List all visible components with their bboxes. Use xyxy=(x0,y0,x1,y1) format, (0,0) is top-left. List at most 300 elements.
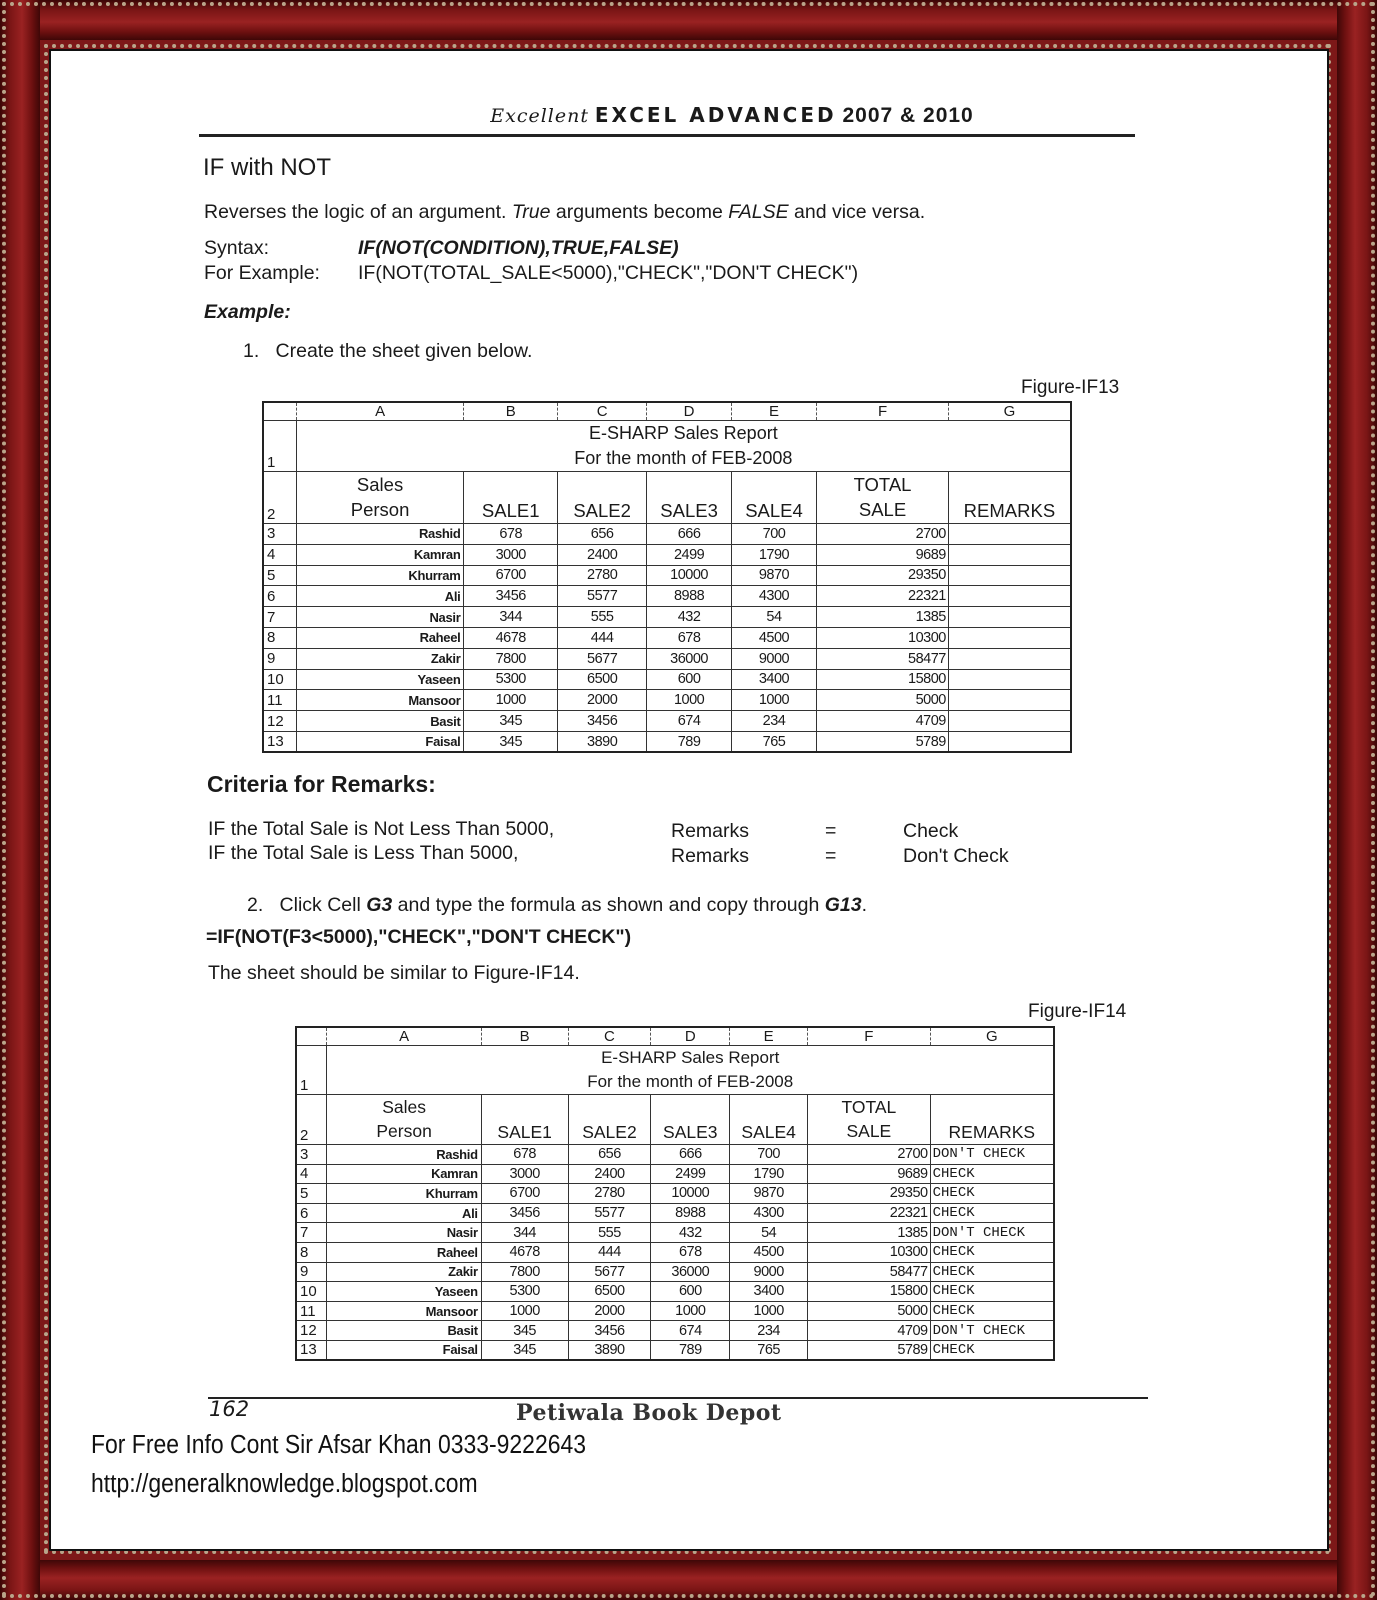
cell-total-sale[interactable]: 5789 xyxy=(808,1340,931,1360)
cell-sales-person[interactable]: Rashid xyxy=(327,1145,481,1165)
header-sale3[interactable]: SALE3 xyxy=(651,1095,730,1145)
table-row xyxy=(296,1301,1054,1321)
cell-sale3[interactable]: 789 xyxy=(651,1340,730,1360)
cell-sale1[interactable]: 344 xyxy=(481,1223,568,1243)
cell-total-sale[interactable]: 9689 xyxy=(817,544,949,565)
cell-sale3[interactable]: 674 xyxy=(651,1321,730,1341)
cell-sale4[interactable]: 1790 xyxy=(730,1164,808,1184)
cell-remarks[interactable] xyxy=(948,524,1071,545)
cell-total-sale[interactable]: 4709 xyxy=(808,1321,931,1341)
column-header-b[interactable]: B xyxy=(481,1027,568,1046)
cell-sale1[interactable]: 7800 xyxy=(481,1262,568,1282)
cell-remarks[interactable] xyxy=(948,690,1071,711)
cell-sales-person[interactable]: Yaseen xyxy=(296,669,464,690)
cell-remarks[interactable] xyxy=(948,731,1071,752)
header-sale2[interactable]: SALE2 xyxy=(557,472,646,524)
cell-sales-person[interactable]: Basit xyxy=(327,1321,481,1341)
promo-url-link[interactable]: http://generalknowledge.blogspot.com xyxy=(91,1470,478,1498)
table-row xyxy=(263,627,1071,648)
cell-sale2[interactable]: 3890 xyxy=(557,731,646,752)
cell-sales-person[interactable]: Zakir xyxy=(296,648,464,669)
header-line: Sales xyxy=(356,474,404,495)
cell-ref: G3 xyxy=(366,894,393,916)
row-number[interactable]: 8 xyxy=(263,627,296,648)
cell-sales-person[interactable]: Basit xyxy=(296,711,464,732)
cell-remarks[interactable]: CHECK xyxy=(930,1262,1054,1282)
cell-sales-person[interactable]: Kamran xyxy=(296,544,464,565)
example-row xyxy=(204,262,858,285)
syntax-value: IF(NOT(CONDITION),TRUE,FALSE) xyxy=(358,237,679,259)
cell-sale2[interactable]: 2400 xyxy=(557,544,646,565)
cell-sale4[interactable]: 9870 xyxy=(730,1184,808,1204)
header-sales-person[interactable] xyxy=(296,472,464,524)
cell-total-sale[interactable]: 58477 xyxy=(808,1262,931,1282)
sheet-row-1 xyxy=(263,421,1071,472)
cell-sale3[interactable]: 666 xyxy=(647,524,731,545)
book-header xyxy=(327,103,1137,128)
column-header-e[interactable]: E xyxy=(731,402,816,421)
report-title-cell[interactable] xyxy=(296,421,1071,472)
formula-text: =IF(NOT(F3<5000),"CHECK","DON'T CHECK") xyxy=(206,926,632,948)
header-line: Person xyxy=(350,499,410,520)
example-value: IF(NOT(TOTAL_SALE<5000),"CHECK","DON'T CHECK") xyxy=(358,262,859,284)
criteria-condition: IF the Total Sale is Less Than 5000, xyxy=(208,842,519,864)
cell-sale4[interactable]: 700 xyxy=(731,524,816,545)
cell-sales-person[interactable]: Kamran xyxy=(327,1164,481,1184)
cell-remarks[interactable] xyxy=(948,565,1071,586)
cell-sale3[interactable]: 2499 xyxy=(651,1164,730,1184)
cell-sale4[interactable]: 234 xyxy=(730,1321,808,1341)
step-text: . xyxy=(861,894,868,916)
cell-sale1[interactable]: 5300 xyxy=(481,1282,568,1302)
row-number[interactable]: 1 xyxy=(263,421,296,472)
table-row xyxy=(263,711,1071,732)
table-row xyxy=(296,1340,1054,1360)
cell-sale4[interactable]: 3400 xyxy=(730,1282,808,1302)
cell-sale1[interactable]: 345 xyxy=(481,1340,568,1360)
table-row xyxy=(296,1203,1054,1223)
figure-label-if13: Figure-IF13 xyxy=(1021,377,1120,398)
cell-sales-person[interactable]: Yaseen xyxy=(327,1282,481,1302)
cell-remarks[interactable]: CHECK xyxy=(930,1340,1054,1360)
cell-ref: G13 xyxy=(824,894,862,916)
header-rule xyxy=(199,134,1135,137)
cell-sale3[interactable]: 432 xyxy=(647,607,731,628)
cell-sale4[interactable]: 9870 xyxy=(731,565,816,586)
column-header-f[interactable]: F xyxy=(817,402,949,421)
row-number[interactable]: 2 xyxy=(263,472,296,524)
cell-sale3[interactable]: 600 xyxy=(647,669,731,690)
cell-sale3[interactable]: 36000 xyxy=(647,648,731,669)
cell-remarks[interactable]: DON'T CHECK xyxy=(930,1223,1054,1243)
cell-total-sale[interactable]: 5000 xyxy=(817,690,949,711)
row-number[interactable]: 2 xyxy=(296,1095,327,1145)
column-header-d[interactable]: D xyxy=(647,402,731,421)
column-header-g[interactable]: G xyxy=(930,1027,1054,1046)
cell-sale3[interactable]: 8988 xyxy=(647,586,731,607)
cell-sale2[interactable]: 555 xyxy=(557,607,646,628)
cell-sales-person[interactable]: Nasir xyxy=(327,1223,481,1243)
row-number[interactable]: 11 xyxy=(263,690,296,711)
table-row xyxy=(263,669,1071,690)
cell-sale3[interactable]: 432 xyxy=(651,1223,730,1243)
column-header-f[interactable]: F xyxy=(808,1027,931,1046)
table-row xyxy=(263,648,1071,669)
step-text: Create the sheet given below. xyxy=(275,340,533,362)
column-header-a[interactable]: A xyxy=(327,1027,481,1046)
cell-sale4[interactable]: 234 xyxy=(731,711,816,732)
cell-sale3[interactable]: 789 xyxy=(647,731,731,752)
row-number[interactable]: 1 xyxy=(296,1046,327,1095)
intro-part: Reverses the logic of an argument. xyxy=(204,201,512,223)
cell-total-sale[interactable]: 4709 xyxy=(817,711,949,732)
table-row xyxy=(263,586,1071,607)
criteria-title: Criteria for Remarks: xyxy=(207,771,436,797)
cell-sale4[interactable]: 4500 xyxy=(731,627,816,648)
cell-remarks[interactable] xyxy=(948,669,1071,690)
cell-remarks[interactable] xyxy=(948,544,1071,565)
cell-total-sale[interactable]: 2700 xyxy=(817,524,949,545)
cell-sales-person[interactable]: Raheel xyxy=(296,627,464,648)
row-number[interactable]: 7 xyxy=(296,1223,327,1243)
cell-sale2[interactable]: 555 xyxy=(568,1223,651,1243)
cell-sales-person[interactable]: Khurram xyxy=(327,1184,481,1204)
cell-sale3[interactable]: 678 xyxy=(647,627,731,648)
intro-italic: FALSE xyxy=(728,201,789,223)
cell-total-sale[interactable]: 1385 xyxy=(808,1223,931,1243)
cell-sale3[interactable]: 10000 xyxy=(651,1184,730,1204)
header-remarks[interactable]: REMARKS xyxy=(930,1095,1054,1145)
cell-sale2[interactable]: 6500 xyxy=(557,669,646,690)
cell-sale3[interactable]: 1000 xyxy=(651,1301,730,1321)
header-line: Sales xyxy=(382,1097,426,1117)
table-row xyxy=(296,1164,1054,1184)
cell-remarks[interactable]: CHECK xyxy=(930,1242,1054,1262)
criteria-field: Remarks xyxy=(671,845,750,867)
table-row xyxy=(296,1282,1054,1302)
cell-sale1[interactable]: 345 xyxy=(481,1321,568,1341)
column-header-c[interactable]: C xyxy=(568,1027,651,1046)
row-number[interactable]: 4 xyxy=(263,544,296,565)
cell-sale3[interactable]: 2499 xyxy=(647,544,731,565)
row-number[interactable]: 10 xyxy=(263,669,296,690)
cell-sale3[interactable]: 666 xyxy=(651,1145,730,1165)
cell-sale1[interactable]: 6700 xyxy=(481,1184,568,1204)
page-number: 162 xyxy=(209,1397,250,1421)
table-row xyxy=(263,524,1071,545)
report-title: E-SHARP Sales Report xyxy=(601,1048,780,1067)
cell-total-sale[interactable]: 15800 xyxy=(808,1282,931,1302)
cell-sale2[interactable]: 2780 xyxy=(557,565,646,586)
header-sales-person[interactable] xyxy=(327,1095,481,1145)
cell-sale1[interactable]: 3456 xyxy=(481,1203,568,1223)
spreadsheet-figure-if13 xyxy=(262,401,1072,753)
cell-sale3[interactable]: 10000 xyxy=(647,565,731,586)
row-number[interactable]: 7 xyxy=(263,607,296,628)
cell-sales-person[interactable]: Mansoor xyxy=(327,1301,481,1321)
cell-total-sale[interactable]: 10300 xyxy=(808,1242,931,1262)
cell-sale4[interactable]: 1000 xyxy=(730,1301,808,1321)
column-header-g[interactable]: G xyxy=(948,402,1071,421)
cell-sale1[interactable]: 1000 xyxy=(481,1301,568,1321)
header-sale4[interactable]: SALE4 xyxy=(730,1095,808,1145)
column-header-d[interactable]: D xyxy=(651,1027,730,1046)
cell-sales-person[interactable]: Ali xyxy=(296,586,464,607)
cell-sales-person[interactable]: Zakir xyxy=(327,1262,481,1282)
header-sale1[interactable]: SALE1 xyxy=(464,472,557,524)
cell-remarks[interactable]: CHECK xyxy=(930,1184,1054,1204)
cell-sale1[interactable]: 1000 xyxy=(464,690,557,711)
row-number[interactable]: 3 xyxy=(296,1145,327,1165)
criteria-operator: = xyxy=(825,845,837,867)
row-number[interactable]: 6 xyxy=(263,586,296,607)
cell-sale4[interactable]: 4300 xyxy=(730,1203,808,1223)
select-all-corner[interactable] xyxy=(263,402,296,421)
cell-remarks[interactable] xyxy=(948,711,1071,732)
row-number[interactable]: 11 xyxy=(296,1301,327,1321)
column-header-row xyxy=(296,1027,1054,1046)
cell-sale2[interactable]: 6500 xyxy=(568,1282,651,1302)
cell-sale2[interactable]: 444 xyxy=(568,1242,651,1262)
cell-total-sale[interactable]: 5000 xyxy=(808,1301,931,1321)
cell-sale4[interactable]: 3400 xyxy=(731,669,816,690)
similar-text: The sheet should be similar to Figure-IF14. xyxy=(208,962,580,984)
spreadsheet-figure-if14 xyxy=(295,1026,1055,1361)
criteria-value: Check xyxy=(903,820,959,842)
cell-sale2[interactable]: 444 xyxy=(557,627,646,648)
header-script-word: Excellent xyxy=(490,105,589,127)
cell-sale3[interactable]: 36000 xyxy=(651,1262,730,1282)
cell-total-sale[interactable]: 22321 xyxy=(817,586,949,607)
table-row xyxy=(296,1321,1054,1341)
cell-sales-person[interactable]: Khurram xyxy=(296,565,464,586)
cell-sale1[interactable]: 3000 xyxy=(481,1164,568,1184)
example-heading: Example: xyxy=(204,301,291,323)
header-line: Person xyxy=(376,1121,432,1141)
header-sale2[interactable]: SALE2 xyxy=(568,1095,651,1145)
step-text: and type the formula as shown and copy through xyxy=(392,894,825,916)
cell-sales-person[interactable]: Faisal xyxy=(327,1340,481,1360)
cell-sale3[interactable]: 678 xyxy=(651,1242,730,1262)
row-number[interactable]: 13 xyxy=(263,731,296,752)
header-remarks[interactable]: REMARKS xyxy=(948,472,1071,524)
cell-sale4[interactable]: 765 xyxy=(731,731,816,752)
cell-sale2[interactable]: 5577 xyxy=(568,1203,651,1223)
cell-total-sale[interactable]: 58477 xyxy=(817,648,949,669)
cell-sale4[interactable]: 765 xyxy=(730,1340,808,1360)
cell-sales-person[interactable]: Faisal xyxy=(296,731,464,752)
cell-sale3[interactable]: 674 xyxy=(647,711,731,732)
column-header-row xyxy=(263,402,1071,421)
cell-sale2[interactable]: 5677 xyxy=(557,648,646,669)
column-header-b[interactable]: B xyxy=(464,402,557,421)
cell-sale4[interactable]: 54 xyxy=(730,1223,808,1243)
sheet-row-2 xyxy=(296,1095,1054,1145)
document-page xyxy=(49,49,1329,1551)
cell-sales-person[interactable]: Raheel xyxy=(327,1242,481,1262)
cell-sales-person[interactable]: Mansoor xyxy=(296,690,464,711)
cell-sale1[interactable]: 4678 xyxy=(464,627,557,648)
cell-total-sale[interactable]: 1385 xyxy=(817,607,949,628)
cell-remarks[interactable]: CHECK xyxy=(930,1282,1054,1302)
cell-total-sale[interactable]: 29350 xyxy=(817,565,949,586)
criteria-field: Remarks xyxy=(671,820,750,842)
cell-remarks[interactable]: CHECK xyxy=(930,1164,1054,1184)
header-version: 2007 & 2010 xyxy=(842,104,974,127)
cell-sale2[interactable]: 3890 xyxy=(568,1340,651,1360)
cell-remarks[interactable]: CHECK xyxy=(930,1203,1054,1223)
cell-sale3[interactable]: 1000 xyxy=(647,690,731,711)
report-title-cell[interactable] xyxy=(327,1046,1054,1095)
footer-rule xyxy=(208,1397,1148,1399)
sheet-body xyxy=(296,1145,1054,1361)
section-title: IF with NOT xyxy=(203,154,332,181)
header-line: TOTAL xyxy=(853,474,912,495)
header-sale1[interactable]: SALE1 xyxy=(481,1095,568,1145)
cell-total-sale[interactable]: 5789 xyxy=(817,731,949,752)
report-subtitle: For the month of FEB-2008 xyxy=(587,1072,794,1091)
cell-sale1[interactable]: 345 xyxy=(464,711,557,732)
cell-sales-person[interactable]: Rashid xyxy=(296,524,464,545)
criteria-condition: IF the Total Sale is Not Less Than 5000, xyxy=(208,818,555,840)
table-row xyxy=(263,731,1071,752)
header-total-sale[interactable] xyxy=(808,1095,931,1145)
row-number[interactable]: 12 xyxy=(263,711,296,732)
row-number[interactable]: 5 xyxy=(296,1184,327,1204)
table-row xyxy=(263,690,1071,711)
syntax-label: Syntax: xyxy=(204,237,270,259)
table-row xyxy=(296,1242,1054,1262)
report-subtitle: For the month of FEB-2008 xyxy=(574,448,793,468)
cell-remarks[interactable]: DON'T CHECK xyxy=(930,1321,1054,1341)
cell-sales-person[interactable]: Nasir xyxy=(296,607,464,628)
row-number[interactable]: 8 xyxy=(296,1242,327,1262)
cell-sale1[interactable]: 3000 xyxy=(464,544,557,565)
column-header-a[interactable]: A xyxy=(296,402,464,421)
step-number: 2. xyxy=(247,894,264,916)
figure-label-if14: Figure-IF14 xyxy=(1028,1001,1127,1022)
select-all-corner[interactable] xyxy=(296,1027,327,1046)
cell-total-sale[interactable]: 29350 xyxy=(808,1184,931,1204)
cell-remarks[interactable] xyxy=(948,627,1071,648)
header-line: SALE xyxy=(858,499,907,520)
table-row xyxy=(263,565,1071,586)
report-title: E-SHARP Sales Report xyxy=(588,423,778,443)
syntax-row xyxy=(204,237,679,260)
row-number[interactable]: 10 xyxy=(296,1282,327,1302)
row-number[interactable]: 6 xyxy=(296,1203,327,1223)
header-line: SALE xyxy=(846,1121,892,1141)
step-number: 1. xyxy=(243,340,260,362)
row-number[interactable]: 9 xyxy=(296,1262,327,1282)
table-row xyxy=(263,544,1071,565)
cell-remarks[interactable]: CHECK xyxy=(930,1301,1054,1321)
cell-sale1[interactable]: 3456 xyxy=(464,586,557,607)
cell-sale4[interactable]: 54 xyxy=(731,607,816,628)
criteria-operator: = xyxy=(825,820,837,842)
table-row xyxy=(296,1145,1054,1165)
intro-italic: True xyxy=(511,201,551,223)
cell-sale2[interactable]: 5577 xyxy=(557,586,646,607)
row-number[interactable]: 9 xyxy=(263,648,296,669)
cell-sale1[interactable]: 345 xyxy=(464,731,557,752)
intro-part: arguments become xyxy=(550,201,729,223)
header-line: TOTAL xyxy=(841,1097,897,1117)
cell-sale4[interactable]: 1790 xyxy=(731,544,816,565)
intro-part: and vice versa. xyxy=(788,201,926,223)
cell-sale2[interactable]: 2000 xyxy=(557,690,646,711)
cell-sale2[interactable]: 656 xyxy=(557,524,646,545)
sheet-body xyxy=(263,524,1071,753)
cell-total-sale[interactable]: 2700 xyxy=(808,1145,931,1165)
cell-sale1[interactable]: 5300 xyxy=(464,669,557,690)
column-header-c[interactable]: C xyxy=(557,402,646,421)
cell-total-sale[interactable]: 15800 xyxy=(817,669,949,690)
cell-sale1[interactable]: 344 xyxy=(464,607,557,628)
cell-remarks[interactable] xyxy=(948,586,1071,607)
cell-sale4[interactable]: 1000 xyxy=(731,690,816,711)
table-row xyxy=(296,1262,1054,1282)
cell-remarks[interactable]: DON'T CHECK xyxy=(930,1145,1054,1165)
cell-sale2[interactable]: 656 xyxy=(568,1145,651,1165)
publisher-name: Petiwala Book Depot xyxy=(516,1400,782,1426)
cell-sale2[interactable]: 2000 xyxy=(568,1301,651,1321)
intro-text xyxy=(204,201,925,224)
step-2 xyxy=(247,894,867,917)
cell-sale4[interactable]: 9000 xyxy=(730,1262,808,1282)
cell-sale2[interactable]: 3456 xyxy=(568,1321,651,1341)
cell-total-sale[interactable]: 22321 xyxy=(808,1203,931,1223)
cell-sale2[interactable]: 2400 xyxy=(568,1164,651,1184)
column-header-e[interactable]: E xyxy=(730,1027,808,1046)
row-number[interactable]: 12 xyxy=(296,1321,327,1341)
header-total-sale[interactable] xyxy=(817,472,949,524)
header-bold-title: EXCEL ADVANCED xyxy=(594,103,837,127)
cell-sale3[interactable]: 8988 xyxy=(651,1203,730,1223)
row-number[interactable]: 3 xyxy=(263,524,296,545)
step-text: Click Cell xyxy=(279,894,367,916)
table-row xyxy=(296,1223,1054,1243)
cell-sale2[interactable]: 3456 xyxy=(557,711,646,732)
cell-remarks[interactable] xyxy=(948,648,1071,669)
cell-sales-person[interactable]: Ali xyxy=(327,1203,481,1223)
cell-sale4[interactable]: 700 xyxy=(730,1145,808,1165)
cell-total-sale[interactable]: 10300 xyxy=(817,627,949,648)
cell-sale4[interactable]: 9000 xyxy=(731,648,816,669)
cell-sale1[interactable]: 4678 xyxy=(481,1242,568,1262)
header-sale3[interactable]: SALE3 xyxy=(647,472,731,524)
row-number[interactable]: 4 xyxy=(296,1164,327,1184)
table-row xyxy=(263,607,1071,628)
cell-sale2[interactable]: 5677 xyxy=(568,1262,651,1282)
cell-total-sale[interactable]: 9689 xyxy=(808,1164,931,1184)
sheet-row-2 xyxy=(263,472,1071,524)
cell-sale1[interactable]: 678 xyxy=(464,524,557,545)
cell-sale4[interactable]: 4500 xyxy=(730,1242,808,1262)
row-number[interactable]: 5 xyxy=(263,565,296,586)
cell-sale4[interactable]: 4300 xyxy=(731,586,816,607)
cell-remarks[interactable] xyxy=(948,607,1071,628)
row-number[interactable]: 13 xyxy=(296,1340,327,1360)
table-row xyxy=(296,1184,1054,1204)
cell-sale1[interactable]: 6700 xyxy=(464,565,557,586)
cell-sale1[interactable]: 678 xyxy=(481,1145,568,1165)
header-sale4[interactable]: SALE4 xyxy=(731,472,816,524)
cell-sale1[interactable]: 7800 xyxy=(464,648,557,669)
cell-sale3[interactable]: 600 xyxy=(651,1282,730,1302)
cell-sale2[interactable]: 2780 xyxy=(568,1184,651,1204)
step-1 xyxy=(243,340,532,363)
